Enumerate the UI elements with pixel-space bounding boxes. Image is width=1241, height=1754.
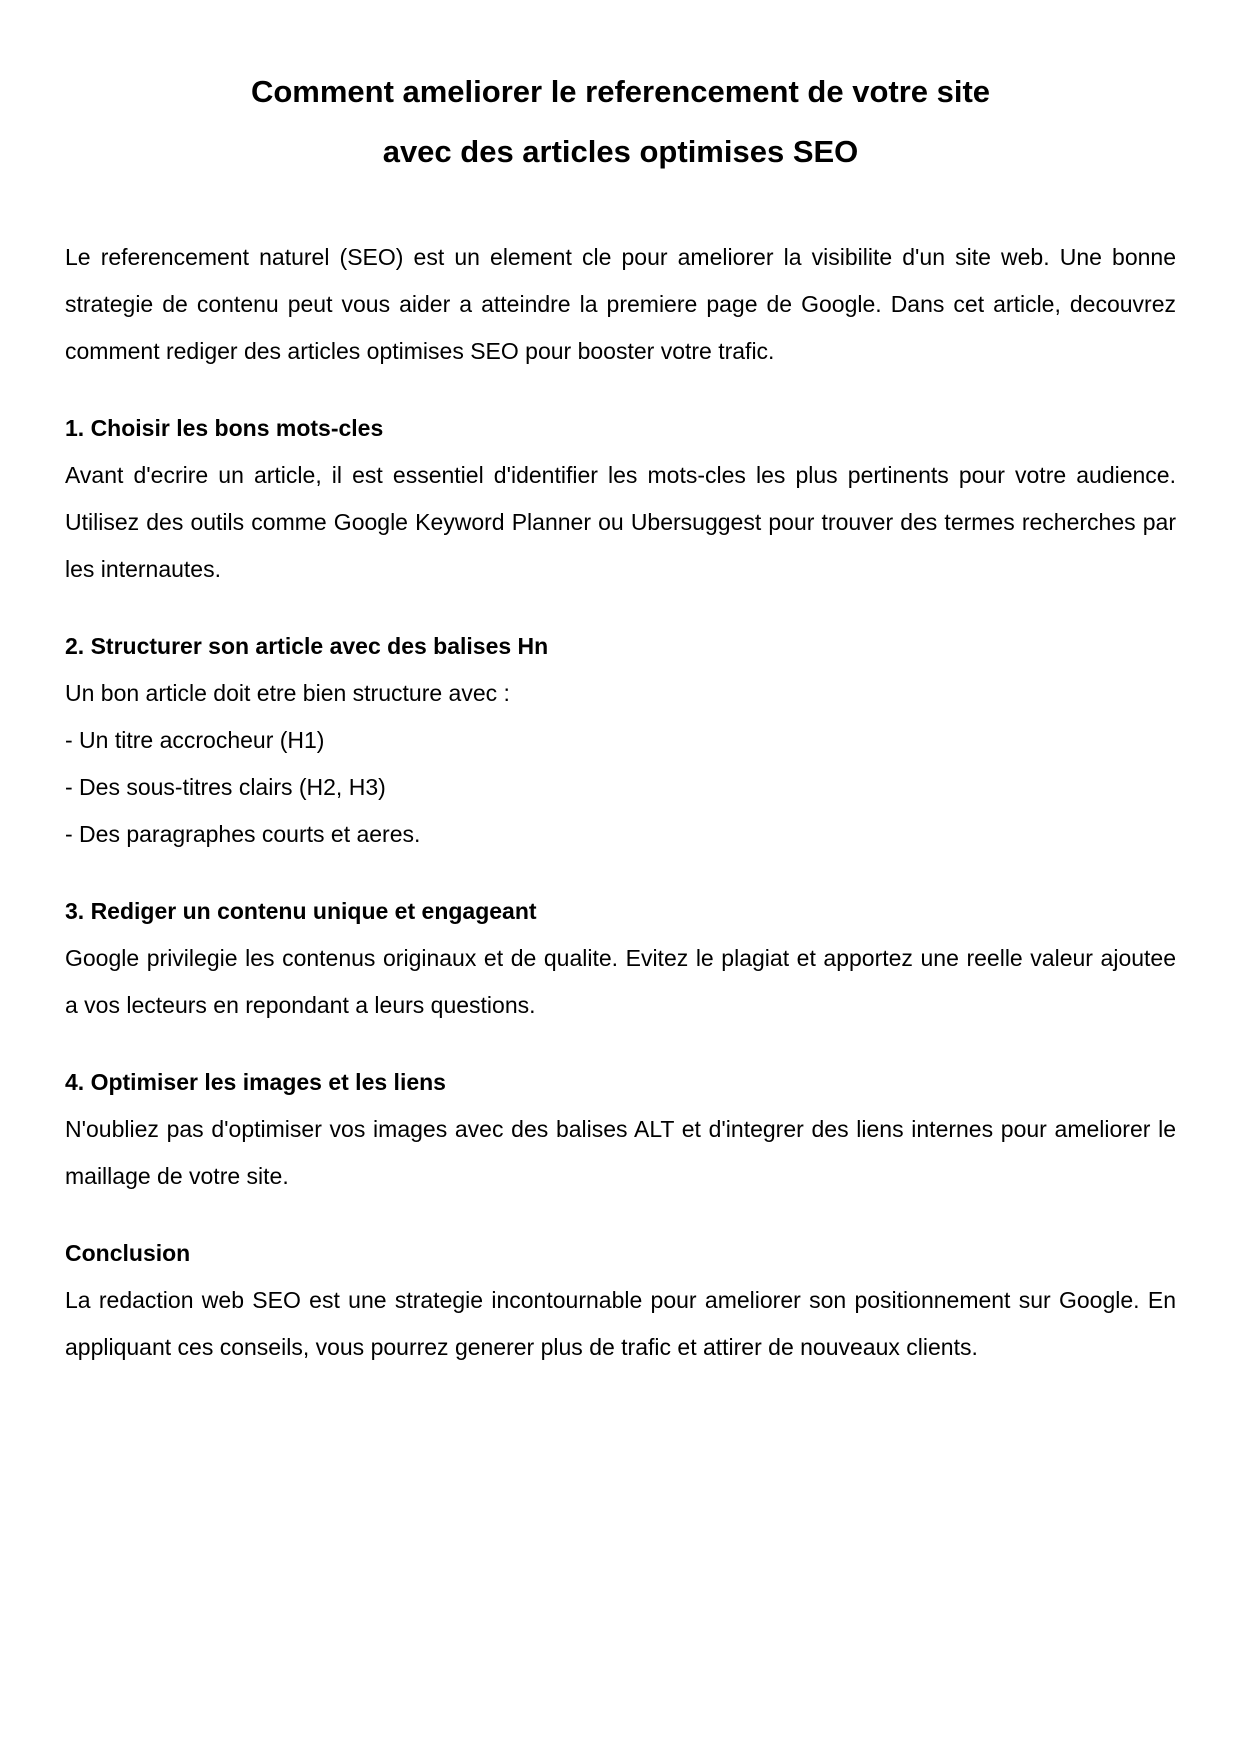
section-conclusion bbox=[65, 1230, 1176, 1371]
document-body bbox=[65, 234, 1176, 1371]
section-heading: Conclusion bbox=[65, 1240, 191, 1266]
section-heading: 4. Optimiser les images et les liens bbox=[65, 1069, 446, 1095]
section-paragraph: Google privilegie les contenus originaux et de qualite. Evitez le plagiat et apportez une reelle valeur ajoutee a vos lecteurs en repondant a leurs questions. bbox=[65, 945, 1176, 1018]
section-heading: 2. Structurer son article avec des balises Hn bbox=[65, 633, 549, 659]
structure-intro-line: Un bon article doit etre bien structure avec : bbox=[65, 680, 510, 706]
section-images-links bbox=[65, 1059, 1176, 1200]
section-structure bbox=[65, 623, 1176, 858]
section-paragraph: N'oubliez pas d'optimiser vos images avec des balises ALT et d'integrer des liens internes pour ameliorer le maillage de votre site. bbox=[65, 1116, 1176, 1189]
list-item: - Des paragraphes courts et aeres. bbox=[65, 821, 421, 847]
section-content bbox=[65, 888, 1176, 1029]
section-paragraph: Avant d'ecrire un article, il est essentiel d'identifier les mots-cles les plus pertinents pour votre audience. Utilisez des outils comme Google Keyword Planner ou Ubersuggest pour trouver des termes recherches par les internautes. bbox=[65, 462, 1176, 582]
title-line-1: Comment ameliorer le referencement de votre site bbox=[250, 74, 991, 109]
section-keywords bbox=[65, 405, 1176, 593]
intro-paragraph: Le referencement naturel (SEO) est un element cle pour ameliorer la visibilite d'un site web. Une bonne strategie de contenu peut vous aider a atteindre la premiere page de Google. Dans cet article, decouvrez comment rediger des articles optimises SEO pour booster votre trafic. bbox=[65, 244, 1176, 364]
list-item: - Un titre accrocheur (H1) bbox=[65, 727, 325, 753]
list-item: - Des sous-titres clairs (H2, H3) bbox=[65, 774, 386, 800]
section-paragraph: La redaction web SEO est une strategie incontournable pour ameliorer son positionnement sur Google. En appliquant ces conseils, vous pourrez generer plus de trafic et attirer de nouveaux clients. bbox=[65, 1287, 1176, 1360]
title-line-2: avec des articles optimises SEO bbox=[382, 134, 859, 169]
section-heading: 3. Rediger un contenu unique et engageant bbox=[65, 898, 537, 924]
page-title bbox=[0, 62, 1241, 182]
section-heading: 1. Choisir les bons mots-cles bbox=[65, 415, 384, 441]
